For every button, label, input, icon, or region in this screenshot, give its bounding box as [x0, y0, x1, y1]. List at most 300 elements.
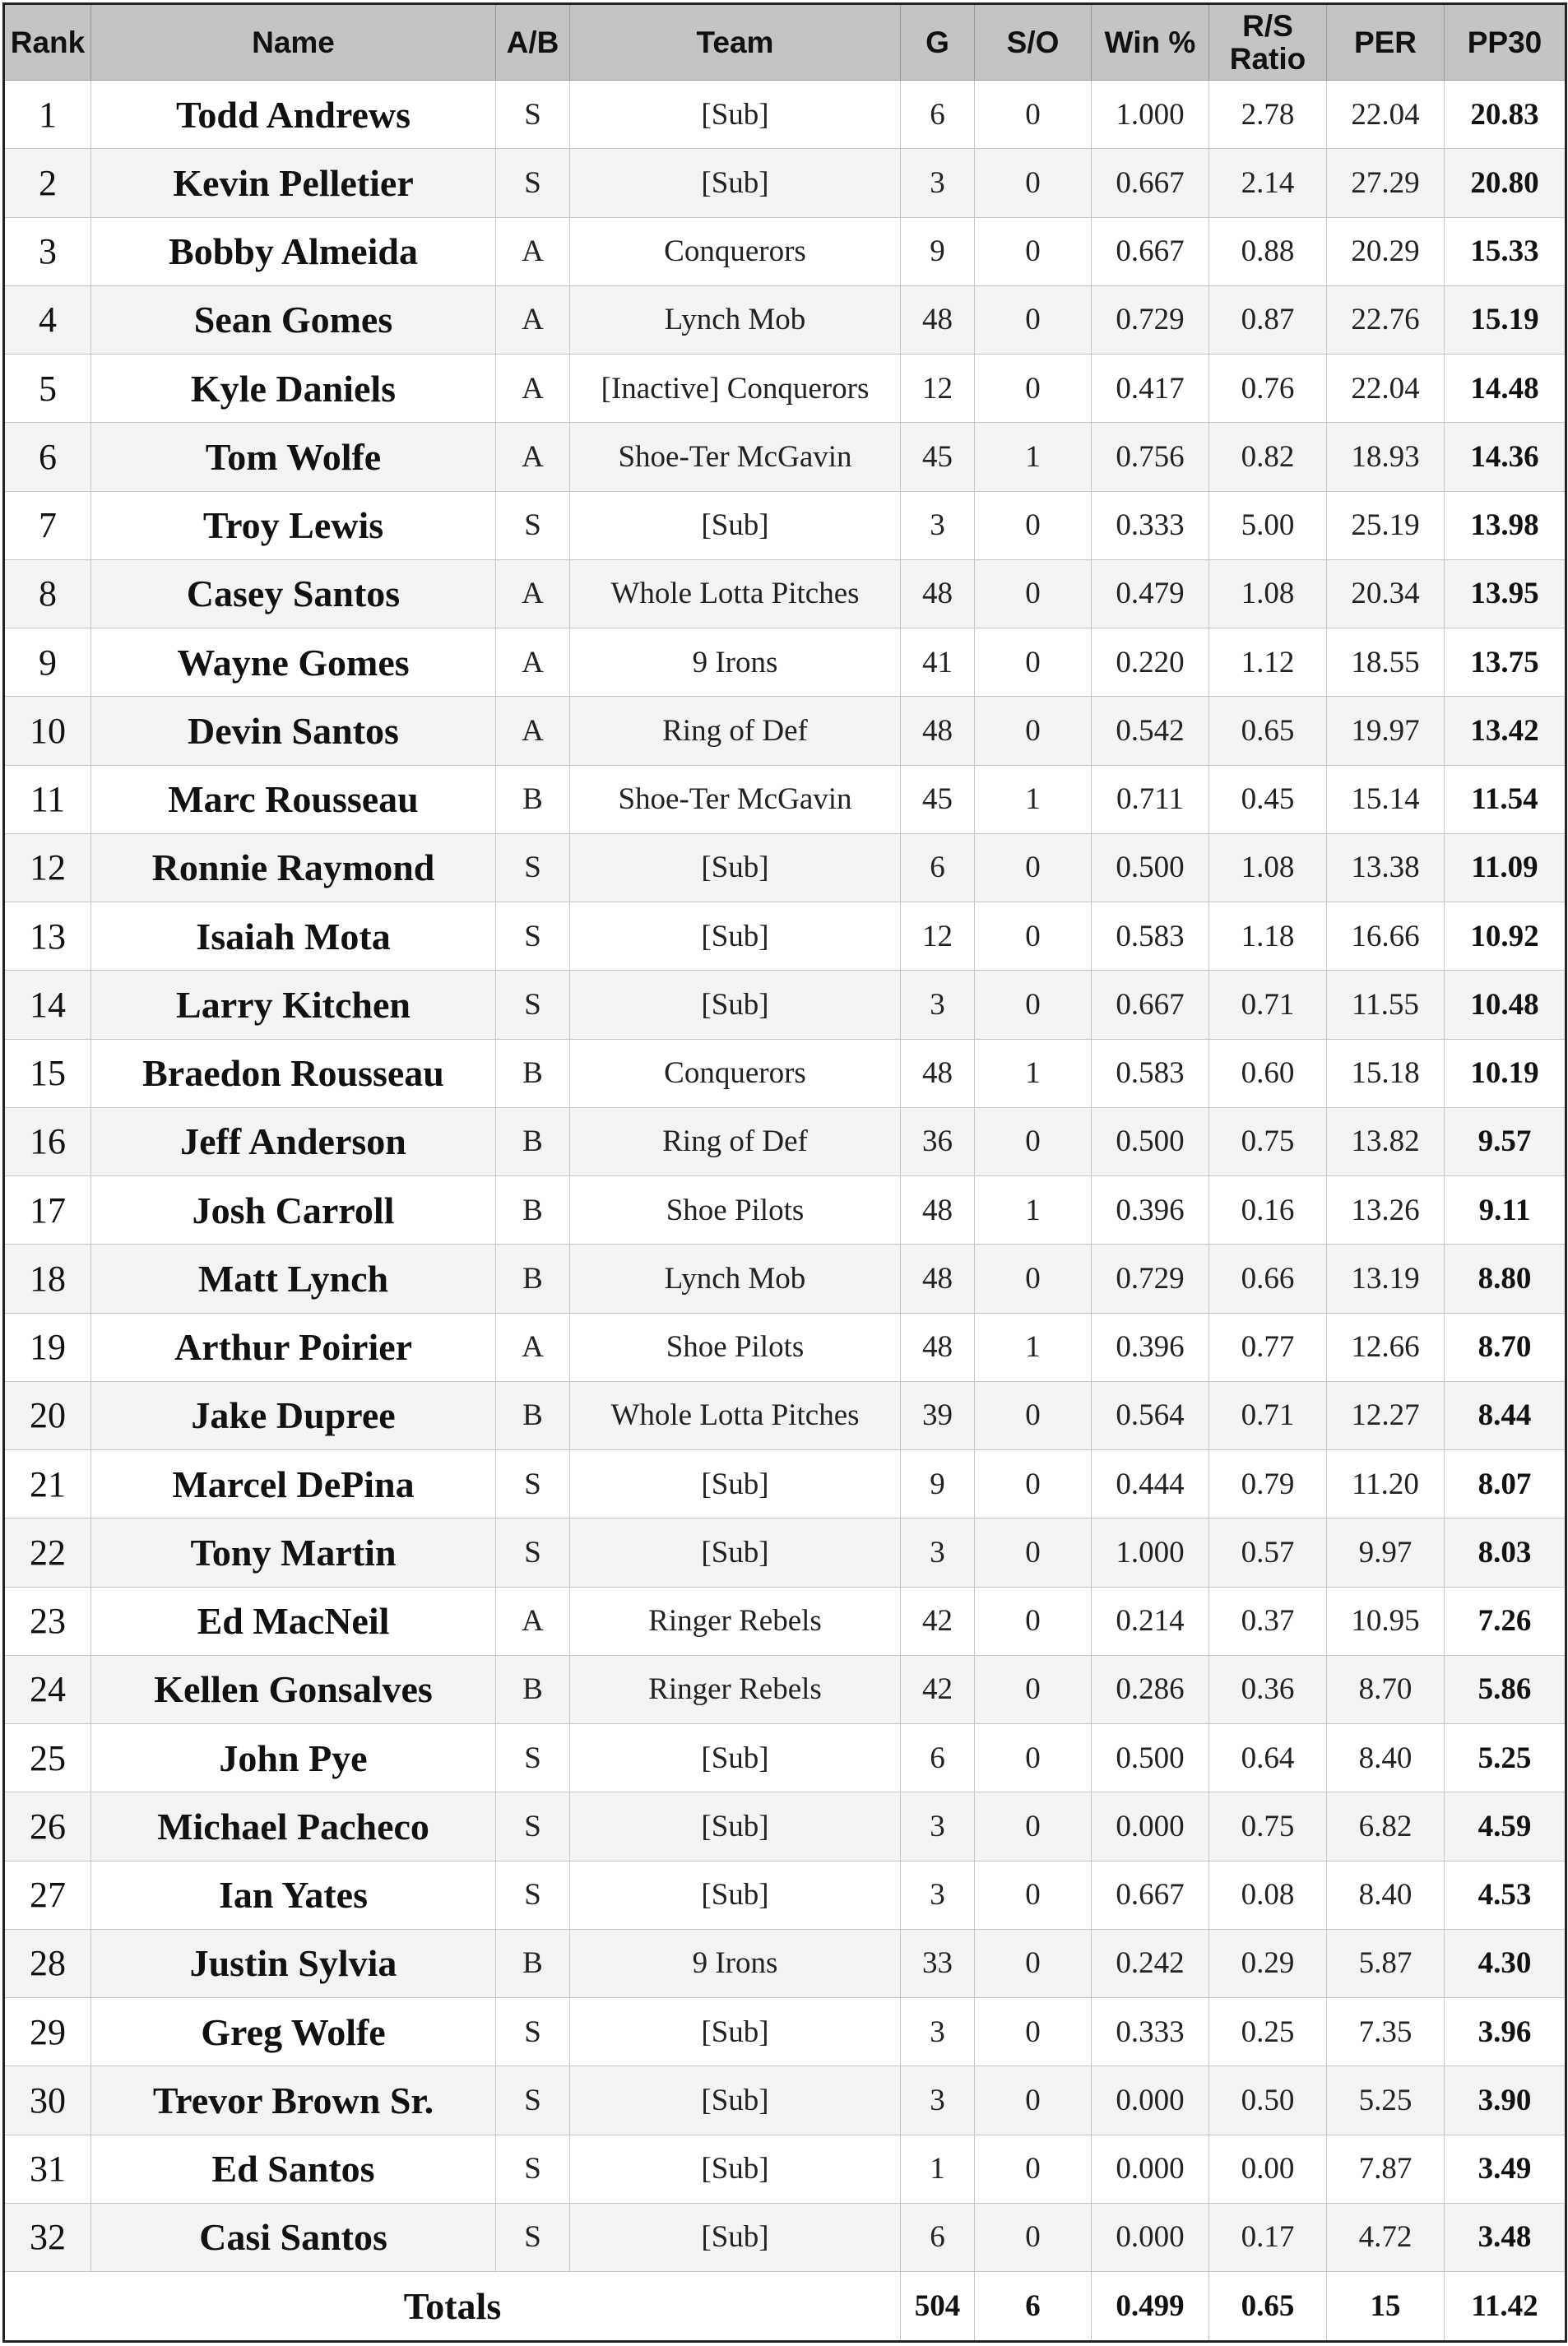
team-cell: [Sub]: [570, 2135, 901, 2203]
pp30-cell: 3.90: [1445, 2066, 1566, 2135]
win-pct-cell: 0.756: [1092, 423, 1209, 491]
ab-cell: A: [496, 697, 570, 765]
totals-so: 6: [975, 2272, 1092, 2342]
per-cell: 7.87: [1327, 2135, 1445, 2203]
so-cell: 0: [975, 1792, 1092, 1861]
so-cell: 0: [975, 1861, 1092, 1929]
games-cell: 3: [901, 971, 975, 1039]
team-cell: Shoe Pilots: [570, 1313, 901, 1381]
rs-ratio-cell: 0.64: [1209, 1724, 1327, 1792]
team-cell: [Sub]: [570, 1724, 901, 1792]
per-cell: 8.40: [1327, 1724, 1445, 1792]
games-cell: 48: [901, 285, 975, 354]
team-cell: Ringer Rebels: [570, 1655, 901, 1723]
games-cell: 6: [901, 1724, 975, 1792]
rank-cell: 1: [4, 81, 91, 149]
player-name: Bobby Almeida: [91, 217, 496, 285]
table-row: [4, 1381, 1566, 1449]
rank-cell: 11: [4, 765, 91, 833]
win-pct-cell: 0.286: [1092, 1655, 1209, 1723]
rs-ratio-cell: 0.50: [1209, 2066, 1327, 2135]
win-pct-cell: 0.333: [1092, 491, 1209, 559]
pp30-cell: 20.80: [1445, 149, 1566, 217]
ab-cell: S: [496, 81, 570, 149]
table-header: [4, 4, 1566, 81]
table-row: [4, 1176, 1566, 1245]
team-cell: [Sub]: [570, 833, 901, 902]
player-name: Marcel DePina: [91, 1450, 496, 1518]
win-pct-cell: 0.583: [1092, 1039, 1209, 1107]
rs-ratio-cell: 0.57: [1209, 1518, 1327, 1587]
games-cell: 12: [901, 355, 975, 423]
player-name: Matt Lynch: [91, 1245, 496, 1313]
games-cell: 3: [901, 1792, 975, 1861]
col-header-name: Name: [91, 4, 496, 81]
per-cell: 19.97: [1327, 697, 1445, 765]
table-row: [4, 2135, 1566, 2203]
pp30-cell: 4.30: [1445, 1929, 1566, 1997]
player-name: Ed Santos: [91, 2135, 496, 2203]
pp30-cell: 13.95: [1445, 559, 1566, 628]
team-cell: [Sub]: [570, 1792, 901, 1861]
pp30-cell: 4.53: [1445, 1861, 1566, 1929]
rank-cell: 27: [4, 1861, 91, 1929]
table-row: [4, 217, 1566, 285]
ab-cell: S: [496, 149, 570, 217]
rank-cell: 29: [4, 1998, 91, 2066]
rank-cell: 30: [4, 2066, 91, 2135]
games-cell: 3: [901, 1861, 975, 1929]
so-cell: 0: [975, 285, 1092, 354]
rs-ratio-cell: 0.82: [1209, 423, 1327, 491]
rank-cell: 20: [4, 1381, 91, 1449]
rs-ratio-cell: 0.71: [1209, 971, 1327, 1039]
rs-ratio-cell: 1.08: [1209, 833, 1327, 902]
player-name: Isaiah Mota: [91, 902, 496, 971]
so-cell: 0: [975, 1381, 1092, 1449]
ab-cell: S: [496, 1450, 570, 1518]
so-cell: 0: [975, 1245, 1092, 1313]
table-row: [4, 2066, 1566, 2135]
win-pct-cell: 0.479: [1092, 559, 1209, 628]
ab-cell: A: [496, 423, 570, 491]
col-header-rs-ratio: R/S Ratio: [1209, 4, 1327, 81]
win-pct-cell: 0.000: [1092, 2135, 1209, 2203]
so-cell: 1: [975, 1176, 1092, 1245]
table-row: [4, 1450, 1566, 1518]
ab-cell: A: [496, 1587, 570, 1655]
team-cell: Ring of Def: [570, 697, 901, 765]
pp30-cell: 9.11: [1445, 1176, 1566, 1245]
player-name: Justin Sylvia: [91, 1929, 496, 1997]
player-name: Marc Rousseau: [91, 765, 496, 833]
player-name: Josh Carroll: [91, 1176, 496, 1245]
win-pct-cell: 0.396: [1092, 1313, 1209, 1381]
player-name: John Pye: [91, 1724, 496, 1792]
team-cell: Lynch Mob: [570, 1245, 901, 1313]
win-pct-cell: 0.220: [1092, 628, 1209, 697]
games-cell: 41: [901, 628, 975, 697]
per-cell: 11.20: [1327, 1450, 1445, 1518]
per-cell: 10.95: [1327, 1587, 1445, 1655]
team-cell: [Sub]: [570, 1518, 901, 1587]
win-pct-cell: 1.000: [1092, 1518, 1209, 1587]
table-row: [4, 355, 1566, 423]
col-header-per: PER: [1327, 4, 1445, 81]
per-cell: 22.76: [1327, 285, 1445, 354]
ab-cell: B: [496, 1381, 570, 1449]
rank-cell: 10: [4, 697, 91, 765]
pp30-cell: 4.59: [1445, 1792, 1566, 1861]
team-cell: [Sub]: [570, 491, 901, 559]
so-cell: 0: [975, 1655, 1092, 1723]
games-cell: 45: [901, 423, 975, 491]
pp30-cell: 9.57: [1445, 1107, 1566, 1175]
pp30-cell: 13.42: [1445, 697, 1566, 765]
rs-ratio-cell: 0.37: [1209, 1587, 1327, 1655]
player-name: Trevor Brown Sr.: [91, 2066, 496, 2135]
so-cell: 1: [975, 423, 1092, 491]
rs-ratio-cell: 0.71: [1209, 1381, 1327, 1449]
so-cell: 0: [975, 2066, 1092, 2135]
col-header-rank: Rank: [4, 4, 91, 81]
table-row: [4, 1107, 1566, 1175]
player-name: Tony Martin: [91, 1518, 496, 1587]
so-cell: 0: [975, 697, 1092, 765]
table-footer: [4, 2272, 1566, 2342]
table-row: [4, 1929, 1566, 1997]
table-row: [4, 902, 1566, 971]
ab-cell: B: [496, 1655, 570, 1723]
table-row: [4, 149, 1566, 217]
rs-ratio-cell: 0.17: [1209, 2203, 1327, 2271]
per-cell: 25.19: [1327, 491, 1445, 559]
win-pct-cell: 0.667: [1092, 971, 1209, 1039]
rs-ratio-cell: 0.00: [1209, 2135, 1327, 2203]
rs-ratio-cell: 0.88: [1209, 217, 1327, 285]
games-cell: 39: [901, 1381, 975, 1449]
player-name: Sean Gomes: [91, 285, 496, 354]
so-cell: 0: [975, 833, 1092, 902]
so-cell: 1: [975, 765, 1092, 833]
so-cell: 0: [975, 149, 1092, 217]
ab-cell: B: [496, 1929, 570, 1997]
pp30-cell: 8.80: [1445, 1245, 1566, 1313]
ab-cell: A: [496, 355, 570, 423]
so-cell: 1: [975, 1039, 1092, 1107]
win-pct-cell: 0.667: [1092, 1861, 1209, 1929]
games-cell: 3: [901, 2066, 975, 2135]
team-cell: [Sub]: [570, 1861, 901, 1929]
per-cell: 13.19: [1327, 1245, 1445, 1313]
rank-cell: 19: [4, 1313, 91, 1381]
games-cell: 48: [901, 1245, 975, 1313]
pp30-cell: 11.09: [1445, 833, 1566, 902]
per-cell: 15.14: [1327, 765, 1445, 833]
games-cell: 36: [901, 1107, 975, 1175]
rs-ratio-cell: 0.08: [1209, 1861, 1327, 1929]
table-row: [4, 2203, 1566, 2271]
win-pct-cell: 0.500: [1092, 833, 1209, 902]
team-cell: [Sub]: [570, 1998, 901, 2066]
rs-ratio-cell: 0.79: [1209, 1450, 1327, 1518]
ab-cell: S: [496, 1861, 570, 1929]
rs-ratio-cell: 0.76: [1209, 355, 1327, 423]
ab-cell: S: [496, 1792, 570, 1861]
player-name: Todd Andrews: [91, 81, 496, 149]
team-cell: [Inactive] Conquerors: [570, 355, 901, 423]
rank-cell: 7: [4, 491, 91, 559]
table-row: [4, 423, 1566, 491]
games-cell: 48: [901, 559, 975, 628]
team-cell: Ringer Rebels: [570, 1587, 901, 1655]
totals-games: 504: [901, 2272, 975, 2342]
per-cell: 5.87: [1327, 1929, 1445, 1997]
col-header-win-pct: Win %: [1092, 4, 1209, 81]
so-cell: 0: [975, 217, 1092, 285]
rs-ratio-cell: 0.75: [1209, 1792, 1327, 1861]
table-row: [4, 1518, 1566, 1587]
per-cell: 6.82: [1327, 1792, 1445, 1861]
player-name: Casey Santos: [91, 559, 496, 628]
ab-cell: A: [496, 285, 570, 354]
per-cell: 5.25: [1327, 2066, 1445, 2135]
player-name: Tom Wolfe: [91, 423, 496, 491]
win-pct-cell: 0.729: [1092, 285, 1209, 354]
rs-ratio-cell: 0.29: [1209, 1929, 1327, 1997]
table-row: [4, 833, 1566, 902]
team-cell: [Sub]: [570, 971, 901, 1039]
per-cell: 11.55: [1327, 971, 1445, 1039]
ab-cell: A: [496, 217, 570, 285]
win-pct-cell: 0.667: [1092, 149, 1209, 217]
table-row: [4, 559, 1566, 628]
team-cell: Conquerors: [570, 217, 901, 285]
rs-ratio-cell: 0.87: [1209, 285, 1327, 354]
player-name: Kevin Pelletier: [91, 149, 496, 217]
win-pct-cell: 0.000: [1092, 1792, 1209, 1861]
table-row: [4, 1587, 1566, 1655]
ab-cell: B: [496, 1245, 570, 1313]
win-pct-cell: 1.000: [1092, 81, 1209, 149]
ab-cell: B: [496, 765, 570, 833]
totals-rs-ratio: 0.65: [1209, 2272, 1327, 2342]
so-cell: 0: [975, 491, 1092, 559]
ab-cell: B: [496, 1107, 570, 1175]
ab-cell: S: [496, 902, 570, 971]
rank-cell: 12: [4, 833, 91, 902]
rs-ratio-cell: 0.25: [1209, 1998, 1327, 2066]
win-pct-cell: 0.542: [1092, 697, 1209, 765]
rank-cell: 3: [4, 217, 91, 285]
team-cell: Whole Lotta Pitches: [570, 1381, 901, 1449]
rs-ratio-cell: 1.12: [1209, 628, 1327, 697]
so-cell: 0: [975, 81, 1092, 149]
games-cell: 45: [901, 765, 975, 833]
rs-ratio-cell: 0.36: [1209, 1655, 1327, 1723]
so-cell: 0: [975, 1998, 1092, 2066]
table-row: [4, 1724, 1566, 1792]
rank-cell: 5: [4, 355, 91, 423]
table-row: [4, 1792, 1566, 1861]
so-cell: 0: [975, 1929, 1092, 1997]
rank-cell: 18: [4, 1245, 91, 1313]
ab-cell: S: [496, 971, 570, 1039]
player-stats-table: [2, 2, 1567, 2343]
pp30-cell: 15.19: [1445, 285, 1566, 354]
so-cell: 0: [975, 902, 1092, 971]
ab-cell: B: [496, 1039, 570, 1107]
per-cell: 22.04: [1327, 81, 1445, 149]
per-cell: 20.29: [1327, 217, 1445, 285]
player-name: Kellen Gonsalves: [91, 1655, 496, 1723]
ab-cell: A: [496, 1313, 570, 1381]
team-cell: [Sub]: [570, 81, 901, 149]
so-cell: 0: [975, 1107, 1092, 1175]
games-cell: 3: [901, 1518, 975, 1587]
rank-cell: 31: [4, 2135, 91, 2203]
so-cell: 0: [975, 971, 1092, 1039]
ab-cell: S: [496, 1518, 570, 1587]
rs-ratio-cell: 0.77: [1209, 1313, 1327, 1381]
so-cell: 1: [975, 1313, 1092, 1381]
pp30-cell: 8.44: [1445, 1381, 1566, 1449]
rank-cell: 14: [4, 971, 91, 1039]
games-cell: 12: [901, 902, 975, 971]
pp30-cell: 15.33: [1445, 217, 1566, 285]
team-cell: [Sub]: [570, 2203, 901, 2271]
team-cell: [Sub]: [570, 902, 901, 971]
games-cell: 6: [901, 2203, 975, 2271]
table-row: [4, 1245, 1566, 1313]
so-cell: 0: [975, 355, 1092, 423]
rank-cell: 32: [4, 2203, 91, 2271]
player-name: Kyle Daniels: [91, 355, 496, 423]
team-cell: [Sub]: [570, 149, 901, 217]
per-cell: 15.18: [1327, 1039, 1445, 1107]
rs-ratio-cell: 2.78: [1209, 81, 1327, 149]
win-pct-cell: 0.729: [1092, 1245, 1209, 1313]
pp30-cell: 13.75: [1445, 628, 1566, 697]
pp30-cell: 10.92: [1445, 902, 1566, 971]
pp30-cell: 5.86: [1445, 1655, 1566, 1723]
rank-cell: 4: [4, 285, 91, 354]
table-row: [4, 765, 1566, 833]
rs-ratio-cell: 0.16: [1209, 1176, 1327, 1245]
rank-cell: 22: [4, 1518, 91, 1587]
games-cell: 48: [901, 1039, 975, 1107]
per-cell: 13.26: [1327, 1176, 1445, 1245]
pp30-cell: 3.96: [1445, 1998, 1566, 2066]
player-name: Greg Wolfe: [91, 1998, 496, 2066]
so-cell: 0: [975, 1450, 1092, 1518]
team-cell: Shoe-Ter McGavin: [570, 423, 901, 491]
pp30-cell: 8.70: [1445, 1313, 1566, 1381]
games-cell: 3: [901, 1998, 975, 2066]
team-cell: Shoe-Ter McGavin: [570, 765, 901, 833]
games-cell: 42: [901, 1587, 975, 1655]
games-cell: 42: [901, 1655, 975, 1723]
win-pct-cell: 0.417: [1092, 355, 1209, 423]
ab-cell: S: [496, 2203, 570, 2271]
col-header-pp30: PP30: [1445, 4, 1566, 81]
per-cell: 8.40: [1327, 1861, 1445, 1929]
rank-cell: 26: [4, 1792, 91, 1861]
table-row: [4, 81, 1566, 149]
rank-cell: 13: [4, 902, 91, 971]
team-cell: [Sub]: [570, 2066, 901, 2135]
player-name: Arthur Poirier: [91, 1313, 496, 1381]
team-cell: 9 Irons: [570, 1929, 901, 1997]
totals-label: Totals: [4, 2272, 901, 2342]
games-cell: 33: [901, 1929, 975, 1997]
rank-cell: 6: [4, 423, 91, 491]
per-cell: 7.35: [1327, 1998, 1445, 2066]
totals-win-pct: 0.499: [1092, 2272, 1209, 2342]
ab-cell: S: [496, 2066, 570, 2135]
col-header-ab: A/B: [496, 4, 570, 81]
player-name: Jeff Anderson: [91, 1107, 496, 1175]
table-row: [4, 491, 1566, 559]
totals-row: [4, 2272, 1566, 2342]
rs-ratio-cell: 1.18: [1209, 902, 1327, 971]
rank-cell: 9: [4, 628, 91, 697]
table-row: [4, 628, 1566, 697]
win-pct-cell: 0.242: [1092, 1929, 1209, 1997]
team-cell: [Sub]: [570, 1450, 901, 1518]
rank-cell: 25: [4, 1724, 91, 1792]
rs-ratio-cell: 5.00: [1209, 491, 1327, 559]
pp30-cell: 3.49: [1445, 2135, 1566, 2203]
pp30-cell: 3.48: [1445, 2203, 1566, 2271]
win-pct-cell: 0.214: [1092, 1587, 1209, 1655]
per-cell: 20.34: [1327, 559, 1445, 628]
player-name: Michael Pacheco: [91, 1792, 496, 1861]
ab-cell: S: [496, 1998, 570, 2066]
ab-cell: B: [496, 1176, 570, 1245]
win-pct-cell: 0.444: [1092, 1450, 1209, 1518]
ab-cell: S: [496, 833, 570, 902]
team-cell: Ring of Def: [570, 1107, 901, 1175]
per-cell: 13.82: [1327, 1107, 1445, 1175]
ab-cell: A: [496, 628, 570, 697]
rank-cell: 2: [4, 149, 91, 217]
per-cell: 12.27: [1327, 1381, 1445, 1449]
pp30-cell: 5.25: [1445, 1724, 1566, 1792]
games-cell: 9: [901, 217, 975, 285]
table-row: [4, 1655, 1566, 1723]
rs-ratio-cell: 0.65: [1209, 697, 1327, 765]
so-cell: 0: [975, 1587, 1092, 1655]
win-pct-cell: 0.667: [1092, 217, 1209, 285]
ab-cell: S: [496, 1724, 570, 1792]
pp30-cell: 14.48: [1445, 355, 1566, 423]
games-cell: 6: [901, 833, 975, 902]
col-header-so: S/O: [975, 4, 1092, 81]
rank-cell: 16: [4, 1107, 91, 1175]
ab-cell: S: [496, 491, 570, 559]
rank-cell: 15: [4, 1039, 91, 1107]
per-cell: 27.29: [1327, 149, 1445, 217]
player-name: Wayne Gomes: [91, 628, 496, 697]
win-pct-cell: 0.333: [1092, 1998, 1209, 2066]
table-row: [4, 1313, 1566, 1381]
rank-cell: 24: [4, 1655, 91, 1723]
rs-ratio-cell: 2.14: [1209, 149, 1327, 217]
games-cell: 48: [901, 1313, 975, 1381]
pp30-cell: 11.54: [1445, 765, 1566, 833]
rs-ratio-cell: 1.08: [1209, 559, 1327, 628]
